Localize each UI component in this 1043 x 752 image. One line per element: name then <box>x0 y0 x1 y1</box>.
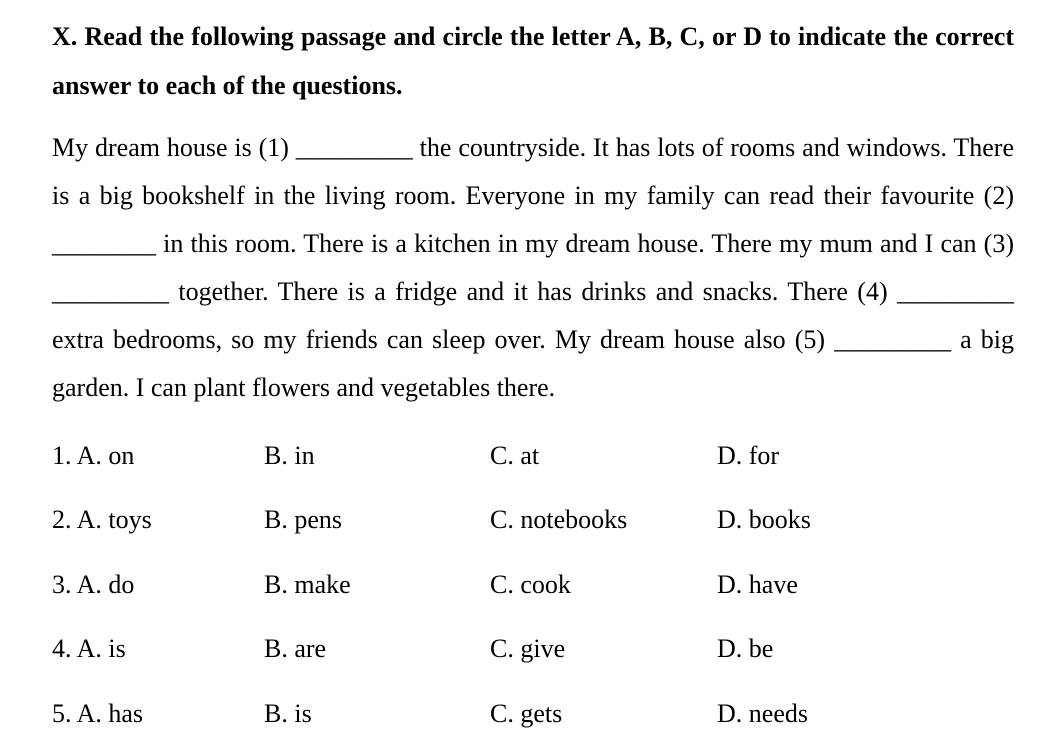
option-4a: 4. A. is <box>52 634 126 664</box>
question-row-4 <box>52 623 1014 687</box>
question-row-1 <box>52 430 1014 494</box>
question-row-5 <box>52 688 1014 752</box>
option-4c: C. give <box>490 634 566 664</box>
option-2d: D. books <box>717 505 811 535</box>
option-4b: B. are <box>264 634 327 664</box>
option-3b: B. make <box>264 569 351 599</box>
option-3a: 3. A. do <box>52 569 135 599</box>
option-3c: C. cook <box>490 569 571 599</box>
exercise-heading: X. Read the following passage and circle the letter A, B, C, or D to indicate the correct answer to each of the questions. <box>52 22 1014 100</box>
option-5d: D. needs <box>717 698 808 728</box>
option-2a: 2. A. toys <box>52 505 152 535</box>
answer-options <box>52 430 1014 752</box>
option-4d: D. be <box>717 634 774 664</box>
question-row-3 <box>52 559 1014 623</box>
option-3d: D. have <box>717 569 798 599</box>
option-5b: B. is <box>264 698 312 728</box>
option-2c: C. notebooks <box>490 505 628 535</box>
option-1b: B. in <box>264 441 315 470</box>
option-1d: D. for <box>717 441 780 470</box>
option-2b: B. pens <box>264 505 342 535</box>
worksheet-page <box>52 0 1014 728</box>
option-5a: 5. A. has <box>52 698 143 728</box>
option-1c: C. at <box>490 441 540 470</box>
question-row-2 <box>52 494 1014 558</box>
reading-passage: My dream house is (1) _________ the countryside. It has lots of rooms and windows. There is a big bookshelf in the living room. Everyone in my family can read their favourite (2) ________ in this room. There is a kitchen in my dream house. There my mum and I can (3) _________ together. There is a fridge and it has drinks and snacks. There (4) _________ extra bedrooms, so my friends can sleep over. My dream house also (5) _________ a big garden. I can plant flowers and vegetables there. <box>52 133 1014 402</box>
option-5c: C. gets <box>490 698 563 728</box>
option-1a: 1. A. on <box>52 441 135 470</box>
